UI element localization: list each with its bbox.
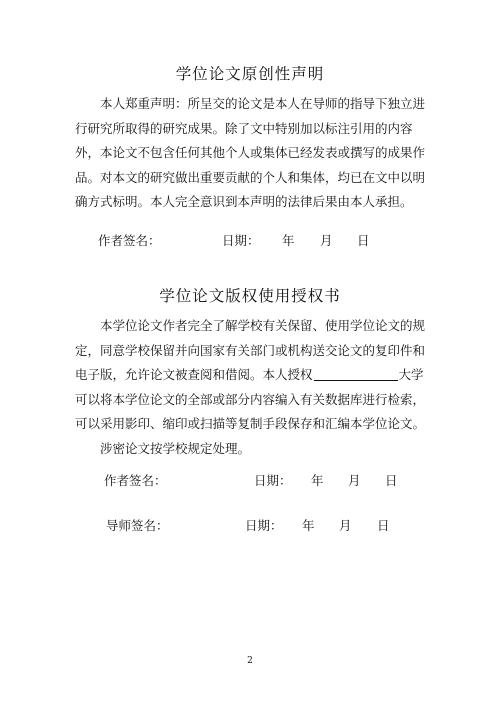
declaration-author-signature-label: 作者签名： bbox=[98, 233, 161, 248]
declaration-month-label: 月 bbox=[320, 233, 333, 248]
supervisor-date-label: 日期： bbox=[245, 518, 283, 533]
authorization-author-year-label: 年 bbox=[311, 473, 324, 488]
supervisor-day-label: 日 bbox=[377, 518, 390, 533]
secret-thesis-note: 涉密论文按学校规定处理。 bbox=[100, 441, 251, 456]
authorization-text-before-blank: 本学位论文作者完全了解学校有关保留、使用学位论文的规定，同意学校保留并向国家有关部门或机构送交论文的复印件和电子版，允许论文被查阅和借阅。本人授权 bbox=[75, 318, 426, 383]
declaration-year-label: 年 bbox=[282, 233, 295, 248]
declaration-date-label: 日期： bbox=[222, 233, 260, 248]
page-number: 2 bbox=[247, 656, 253, 666]
supervisor-month-label: 月 bbox=[339, 518, 352, 533]
authorization-title: 学位论文版权使用授权书 bbox=[159, 287, 341, 305]
declaration-title: 学位论文原创性声明 bbox=[175, 65, 325, 83]
supervisor-year-label: 年 bbox=[302, 518, 315, 533]
declaration-day-label: 日 bbox=[357, 233, 370, 248]
declaration-text: 本人郑重声明：所呈交的论文是本人在导师的指导下独立进行研究所取得的研究成果。除了文中特别加以标注引用的内容外，本论文不包含任何其他个人或集体已经发表或撰写的成果作品。对本文的研究做出重要贡献的个人和集体，均已在文中以明确方式标明。本人完全意识到本声明的法律后果由本人承担。 bbox=[75, 96, 426, 210]
authorization-author-month-label: 月 bbox=[348, 473, 361, 488]
authorization-author-signature-label: 作者签名： bbox=[104, 473, 167, 488]
authorization-text-after-blank: 大学可以将本学位论文的全部或部分内容编入有关数据库进行检索，可以采用影印、缩印或扫描等复制手段保存和汇编本学位论文。 bbox=[75, 367, 426, 432]
authorization-author-day-label: 日 bbox=[385, 473, 398, 488]
authorization-text bbox=[75, 314, 427, 437]
supervisor-signature-label: 导师签名： bbox=[106, 518, 169, 533]
university-name-blank bbox=[314, 368, 398, 381]
authorization-author-date-label: 日期： bbox=[254, 473, 292, 488]
